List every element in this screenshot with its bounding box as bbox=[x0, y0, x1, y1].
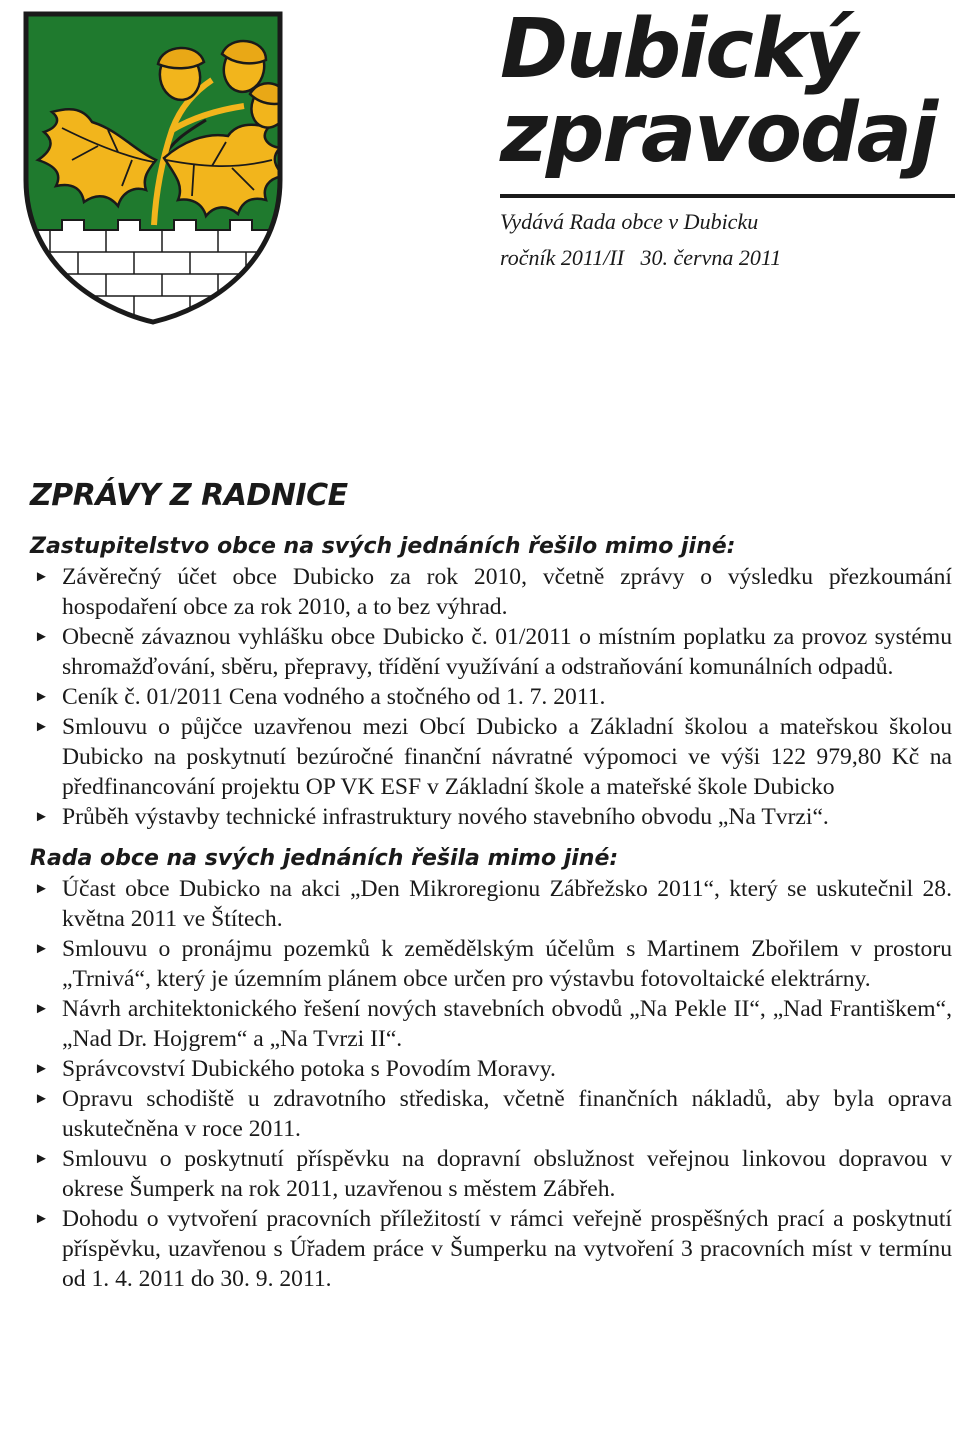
triangle-bullet-icon: ► bbox=[34, 809, 49, 825]
list-item bbox=[30, 934, 952, 994]
council-heading: Zastupitelstvo obce na svých jednáních řešilo mimo jiné: bbox=[30, 534, 736, 559]
board-items-list bbox=[30, 874, 952, 1294]
list-item-text: Dohodu o vytvoření pracovních příležitostí v rámci veřejně prospěšných prací a poskytnutí příspěvku, uzavřenou s Úřadem práce v Šumperku na vytvoření 3 pracovních míst v termínu od 1. 4. 2011 do 30. 9. 2011. bbox=[62, 1206, 952, 1292]
list-item bbox=[30, 1144, 952, 1204]
title-line-2: zpravodaj bbox=[500, 86, 937, 181]
issue-line: ročník 2011/II 30. června 2011 bbox=[500, 245, 782, 270]
list-item-text: Smlouvu o pronájmu pozemků k zemědělským účelům s Martinem Zbořilem v prostoru „Trnivá“, který je územním plánem obce určen pro výstavbu fotovoltaické elektrárny. bbox=[62, 936, 952, 992]
list-item-text: Smlouvu o půjčce uzavřenou mezi Obcí Dubicko a Základní školou a mateřskou školou Dubicko na poskytnutí bezúročné finanční návratné výpomoci ve výši 122 979,80 Kč na předfinancování projektu OP VK ESF v Základní škole a mateřské škole Dubicko bbox=[62, 714, 952, 800]
coat-of-arms-icon bbox=[22, 10, 284, 326]
triangle-bullet-icon: ► bbox=[34, 1151, 49, 1167]
list-item bbox=[30, 562, 952, 622]
triangle-bullet-icon: ► bbox=[34, 569, 49, 585]
triangle-bullet-icon: ► bbox=[34, 719, 49, 735]
triangle-bullet-icon: ► bbox=[34, 1091, 49, 1107]
list-item bbox=[30, 874, 952, 934]
list-item-text: Obecně závaznou vyhlášku obce Dubicko č. 01/2011 o místním poplatku za provoz systému shromažďování, sběru, přepravy, třídění využívání a odstraňování komunálních odpadů. bbox=[62, 624, 952, 680]
masthead-divider bbox=[500, 194, 955, 198]
list-item-text: Průběh výstavby technické infrastruktury nového stavebního obvodu „Na Tvrzi“. bbox=[62, 804, 829, 830]
triangle-bullet-icon: ► bbox=[34, 941, 49, 957]
list-item-text: Ceník č. 01/2011 Cena vodného a stočného od 1. 7. 2011. bbox=[62, 684, 606, 710]
triangle-bullet-icon: ► bbox=[34, 1061, 49, 1077]
list-item-text: Závěrečný účet obce Dubicko za rok 2010, včetně zprávy o výsledku přezkoumání hospodaření obce za rok 2010, a to bez výhrad. bbox=[62, 564, 952, 620]
list-item bbox=[30, 712, 952, 802]
list-item-text: Návrh architektonického řešení nových stavebních obvodů „Na Pekle II“, „Nad Františkem“, „Nad Dr. Hojgrem“ a „Na Tvrzi II“. bbox=[62, 996, 952, 1052]
masthead bbox=[500, 2, 950, 276]
list-item-text: Účast obce Dubicko na akci „Den Mikroregionu Zábřežsko 2011“, který se uskutečnil 28. května 2011 ve Štítech. bbox=[62, 876, 952, 932]
list-item-text: Opravu schodiště u zdravotního střediska, včetně finančních nákladů, aby byla oprava uskutečněna v roce 2011. bbox=[62, 1086, 952, 1142]
triangle-bullet-icon: ► bbox=[34, 629, 49, 645]
list-item bbox=[30, 622, 952, 682]
list-item bbox=[30, 1204, 952, 1294]
section-title: ZPRÁVY Z RADNICE bbox=[30, 478, 348, 513]
list-item bbox=[30, 802, 952, 832]
publisher-line: Vydává Rada obce v Dubicku bbox=[500, 209, 759, 234]
triangle-bullet-icon: ► bbox=[34, 1211, 49, 1227]
list-item bbox=[30, 1054, 952, 1084]
list-item bbox=[30, 682, 952, 712]
list-item-text: Smlouvu o poskytnutí příspěvku na dopravní obslužnost veřejnou linkovou dopravou v okrese Šumperk na rok 2011, uzavřenou s městem Zábřeh. bbox=[62, 1146, 952, 1202]
newsletter-title bbox=[500, 2, 950, 181]
board-heading: Rada obce na svých jednáních řešila mimo jiné: bbox=[30, 846, 619, 871]
title-line-1: Dubický bbox=[500, 2, 856, 97]
council-items-list bbox=[30, 562, 952, 832]
triangle-bullet-icon: ► bbox=[34, 1001, 49, 1017]
triangle-bullet-icon: ► bbox=[34, 689, 49, 705]
list-item-text: Správcovství Dubického potoka s Povodím Moravy. bbox=[62, 1056, 556, 1082]
list-item bbox=[30, 1084, 952, 1144]
triangle-bullet-icon: ► bbox=[34, 881, 49, 897]
list-item bbox=[30, 994, 952, 1054]
news-section bbox=[30, 476, 952, 1294]
